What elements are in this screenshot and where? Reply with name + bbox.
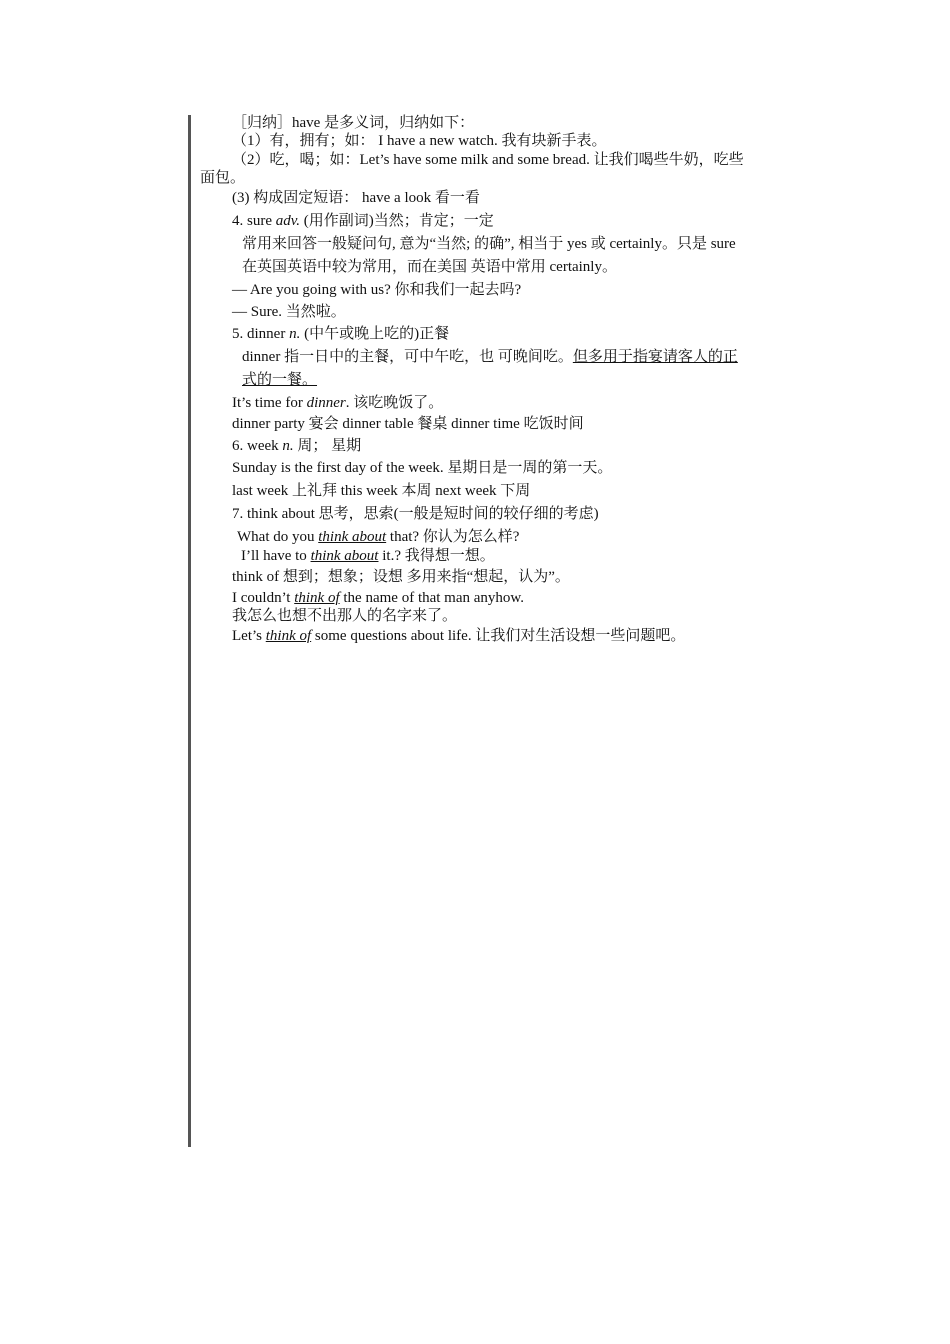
think-of-definition: think of 想到；想象；设想 多用来指“想起，认为”。 (232, 569, 570, 585)
sure-usage-2: 在英国英语中较为常用，而在美国 英语中常用 certainly。 (242, 259, 617, 275)
week-phrases: last week 上礼拜 this week 本周 next week 下周 (232, 483, 531, 499)
left-margin-rule (188, 115, 191, 1147)
sure-example-q: — Are you going with us? 你和我们一起去吗? (232, 282, 522, 298)
item-think-about-heading: 7. think about 思考，思索(一般是短时间的较仔细的考虑) (232, 506, 599, 522)
think-of-example-2: Let’s think of some questions about life. 让我们对生活设想一些问题吧。 (232, 628, 686, 644)
dinner-example: It’s time for dinner. 该吃晚饭了。 (232, 395, 444, 411)
think-about-example-2: I’ll have to think about it.? 我得想一想。 (241, 548, 495, 564)
have-meaning-1: （1）有，拥有；如： I have a new watch. 我有块新手表。 (232, 133, 607, 149)
item-week-heading: 6. week n. 周； 星期 (232, 438, 362, 454)
sure-example-a: — Sure. 当然啦。 (232, 304, 346, 320)
dinner-usage-1: dinner 指一日中的主餐，可中午吃，也 可晚间吃。但多用于指宴请客人的正 (242, 349, 738, 365)
summary-heading: ［归纳］have 是多义词，归纳如下： (232, 115, 475, 131)
dinner-phrases: dinner party 宴会 dinner table 餐桌 dinner time 吃饭时间 (232, 416, 584, 432)
week-example: Sunday is the first day of the week. 星期日是一周的第一天。 (232, 460, 613, 476)
sure-usage-1: 常用来回答一般疑问句, 意为“当然; 的确”, 相当于 yes 或 certainly。只是 sure (242, 236, 736, 252)
think-of-example-1: I couldn’t think of the name of that man anyhow. (232, 590, 525, 606)
have-meaning-2: （2）吃，喝；如：Let’s have some milk and some bread. 让我们喝些牛奶，吃些 (232, 152, 744, 168)
dinner-usage-2: 式的一餐。 (242, 372, 318, 388)
item-dinner-heading: 5. dinner n. (中午或晚上吃的)正餐 (232, 326, 450, 342)
have-meaning-2-cont: 面包。 (200, 170, 246, 186)
think-of-example-1-translation: 我怎么也想不出那人的名字来了。 (232, 608, 458, 624)
think-about-example-1: What do you think about that? 你认为怎么样? (237, 529, 520, 545)
item-sure-heading: 4. sure adv. (用作副词)当然；肯定；一定 (232, 213, 494, 229)
have-meaning-3: (3) 构成固定短语： have a look 看一看 (232, 190, 480, 206)
